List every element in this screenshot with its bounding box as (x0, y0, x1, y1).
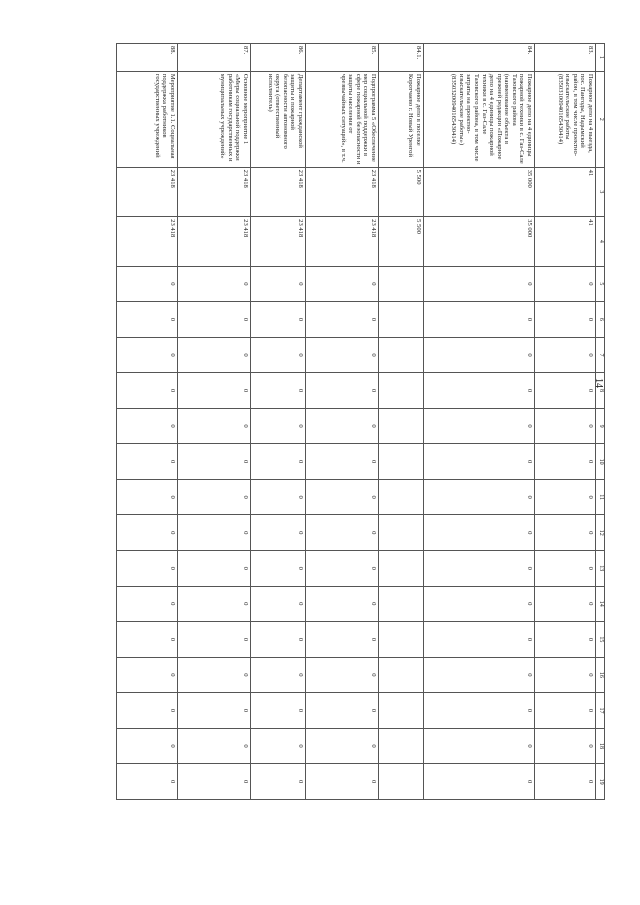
value-cell: 0 (117, 302, 178, 338)
value-cell: 0 (178, 693, 251, 729)
value-cell: 0 (178, 408, 251, 444)
budget-table-rotated (105, 43, 605, 800)
value-cell: 0 (306, 622, 379, 658)
header-cell: 1 (596, 44, 605, 72)
value-cell: 0 (178, 444, 251, 480)
value-cell: 0 (117, 764, 178, 800)
header-cell: 7 (596, 337, 605, 373)
value-cell: 0 (306, 444, 379, 480)
amount-cell-col4: 41 (535, 217, 596, 266)
value-cell: 0 (535, 479, 596, 515)
value-cell: 0 (251, 408, 306, 444)
value-cell: 0 (306, 266, 379, 302)
value-cell: 0 (306, 693, 379, 729)
value-cell: 0 (178, 728, 251, 764)
value-cell: 0 (306, 373, 379, 409)
value-cell (379, 408, 424, 444)
header-cell: 18 (596, 728, 605, 764)
row-name-cell: Департамент гражданской защиты и пожарной безопасности автономного округа (ответственный исполнитель) (251, 71, 306, 167)
amount-cell-col3: 41 (535, 167, 596, 216)
value-cell (379, 657, 424, 693)
table-row (178, 44, 251, 800)
value-cell: 0 (251, 622, 306, 658)
header-cell: 2 (596, 71, 605, 167)
value-cell (379, 586, 424, 622)
amount-cell-col3: 35 000 (424, 167, 535, 216)
value-cell: 0 (117, 444, 178, 480)
value-cell: 0 (178, 302, 251, 338)
value-cell: 0 (178, 657, 251, 693)
value-cell: 0 (178, 622, 251, 658)
value-cell: 0 (178, 586, 251, 622)
table-header-row (596, 44, 605, 800)
header-cell: 17 (596, 693, 605, 729)
header-cell: 12 (596, 515, 605, 551)
value-cell: 0 (306, 764, 379, 800)
value-cell: 0 (306, 550, 379, 586)
value-cell (379, 515, 424, 551)
amount-cell-col4: 23 418 (117, 217, 178, 266)
value-cell: 0 (117, 693, 178, 729)
value-cell: 0 (535, 444, 596, 480)
value-cell: 0 (117, 408, 178, 444)
value-cell (379, 693, 424, 729)
value-cell: 0 (117, 266, 178, 302)
value-cell: 0 (251, 764, 306, 800)
value-cell: 0 (424, 373, 535, 409)
value-cell: 0 (178, 337, 251, 373)
row-name-cell: Подпрограмма 5 «Обеспечение мер социальной поддержки в сфере пожарной безопасности и защиты населения от чрезвычайных ситуаций», в т.ч. (306, 71, 379, 167)
value-cell: 0 (306, 337, 379, 373)
value-cell (379, 479, 424, 515)
amount-cell-col3: 23 418 (251, 167, 306, 216)
table-row (535, 44, 596, 800)
amount-cell-col3: 5 500 (379, 167, 424, 216)
value-cell (379, 550, 424, 586)
value-cell: 0 (424, 515, 535, 551)
amount-cell-col4: 5 500 (379, 217, 424, 266)
value-cell: 0 (251, 657, 306, 693)
value-cell (379, 622, 424, 658)
value-cell: 0 (117, 550, 178, 586)
value-cell: 0 (424, 479, 535, 515)
budget-table (116, 43, 605, 800)
header-cell: 16 (596, 657, 605, 693)
value-cell: 0 (178, 266, 251, 302)
value-cell: 0 (306, 586, 379, 622)
value-cell: 0 (535, 728, 596, 764)
value-cell (379, 266, 424, 302)
header-cell: 15 (596, 622, 605, 658)
header-cell: 3 (596, 167, 605, 216)
value-cell: 0 (251, 266, 306, 302)
value-cell: 0 (535, 586, 596, 622)
value-cell: 0 (251, 337, 306, 373)
value-cell: 0 (424, 408, 535, 444)
value-cell: 0 (117, 622, 178, 658)
value-cell: 0 (306, 302, 379, 338)
table-row (117, 44, 178, 800)
table-row (306, 44, 379, 800)
amount-cell-col4: 23 418 (178, 217, 251, 266)
row-number-cell: 86. (251, 44, 306, 72)
header-cell: 5 (596, 266, 605, 302)
value-cell: 0 (251, 550, 306, 586)
value-cell (379, 302, 424, 338)
table-row (251, 44, 306, 800)
value-cell: 0 (178, 479, 251, 515)
row-number-cell: 84. (424, 44, 535, 72)
row-name-cell: Мероприятие 1.1. Социальная поддержка работников государственных учреждений (117, 71, 178, 167)
value-cell: 0 (251, 373, 306, 409)
value-cell (379, 373, 424, 409)
header-cell: 9 (596, 408, 605, 444)
value-cell: 0 (178, 550, 251, 586)
amount-cell-col4: 23 418 (251, 217, 306, 266)
value-cell: 0 (251, 693, 306, 729)
value-cell: 0 (117, 515, 178, 551)
value-cell: 0 (117, 728, 178, 764)
value-cell: 0 (178, 764, 251, 800)
amount-cell-col3: 23 418 (306, 167, 379, 216)
value-cell: 0 (424, 764, 535, 800)
row-number-cell: 84.1. (379, 44, 424, 72)
value-cell: 0 (535, 515, 596, 551)
value-cell: 0 (535, 266, 596, 302)
header-cell: 6 (596, 302, 605, 338)
value-cell: 0 (424, 337, 535, 373)
value-cell: 0 (424, 444, 535, 480)
value-cell: 0 (424, 266, 535, 302)
value-cell: 0 (117, 479, 178, 515)
value-cell: 0 (424, 302, 535, 338)
value-cell: 0 (117, 586, 178, 622)
header-cell: 10 (596, 444, 605, 480)
header-cell: 19 (596, 764, 605, 800)
value-cell (379, 337, 424, 373)
value-cell: 0 (424, 586, 535, 622)
value-cell: 0 (306, 657, 379, 693)
header-cell: 11 (596, 479, 605, 515)
value-cell: 0 (251, 444, 306, 480)
row-number-cell: 88. (117, 44, 178, 72)
value-cell: 0 (535, 764, 596, 800)
row-name-cell: Пожарное депо на 4 выезда, пос. Пангоды, Надымский район, в том числе проектно-изыскательские работы (83503100940165430414) (535, 71, 596, 167)
page-number: 14 (593, 378, 604, 388)
row-name-cell: Пожарное депо на 4 единицы пожарной техники в с. Газ-Сале Тазовского района (наименование объекта в прежней редакции «Пожарное депо на 4 единицы пожарной техники в с. Газ-Сале Тазовского района, в том числе затраты на проектно-изыскательские работы») (83503200940165430414) (424, 71, 535, 167)
value-cell: 0 (306, 728, 379, 764)
value-cell: 0 (306, 479, 379, 515)
value-cell: 0 (424, 693, 535, 729)
value-cell: 0 (251, 515, 306, 551)
value-cell: 0 (178, 515, 251, 551)
header-cell: 4 (596, 217, 605, 266)
value-cell: 0 (251, 479, 306, 515)
value-cell: 0 (535, 550, 596, 586)
row-name-cell: Основное мероприятие 1 «Меры социальной поддержки работникам государственных и муниципальных учреждений» (178, 71, 251, 167)
amount-cell-col3: 23 418 (117, 167, 178, 216)
row-number-cell: 87. (178, 44, 251, 72)
value-cell: 0 (306, 515, 379, 551)
value-cell: 0 (535, 657, 596, 693)
value-cell: 0 (117, 657, 178, 693)
table-body (117, 44, 596, 800)
value-cell: 0 (251, 728, 306, 764)
amount-cell-col4: 23 418 (306, 217, 379, 266)
value-cell: 0 (535, 622, 596, 658)
header-cell: 13 (596, 550, 605, 586)
value-cell: 0 (535, 693, 596, 729)
header-cell: 14 (596, 586, 605, 622)
amount-cell-col4: 35 000 (424, 217, 535, 266)
value-cell: 0 (535, 337, 596, 373)
value-cell: 0 (424, 657, 535, 693)
value-cell (379, 728, 424, 764)
amount-cell-col3: 23 418 (178, 167, 251, 216)
value-cell: 0 (424, 550, 535, 586)
value-cell: 0 (535, 408, 596, 444)
table-row (424, 44, 535, 800)
row-number-cell: 85. (306, 44, 379, 72)
value-cell: 0 (251, 586, 306, 622)
value-cell: 0 (251, 302, 306, 338)
row-number-cell: 83. (535, 44, 596, 72)
value-cell: 0 (424, 622, 535, 658)
table-row (379, 44, 424, 800)
value-cell (379, 444, 424, 480)
value-cell: 0 (424, 728, 535, 764)
value-cell: 0 (535, 302, 596, 338)
value-cell: 0 (306, 408, 379, 444)
row-name-cell: Пожарное депо в поселке Коротчаево г. Новый Уренгой (379, 71, 424, 167)
header-cell: 8 (596, 373, 605, 409)
value-cell: 0 (117, 337, 178, 373)
value-cell: 0 (117, 373, 178, 409)
value-cell: 0 (178, 373, 251, 409)
value-cell (379, 764, 424, 800)
value-cell: 0 (535, 373, 596, 409)
